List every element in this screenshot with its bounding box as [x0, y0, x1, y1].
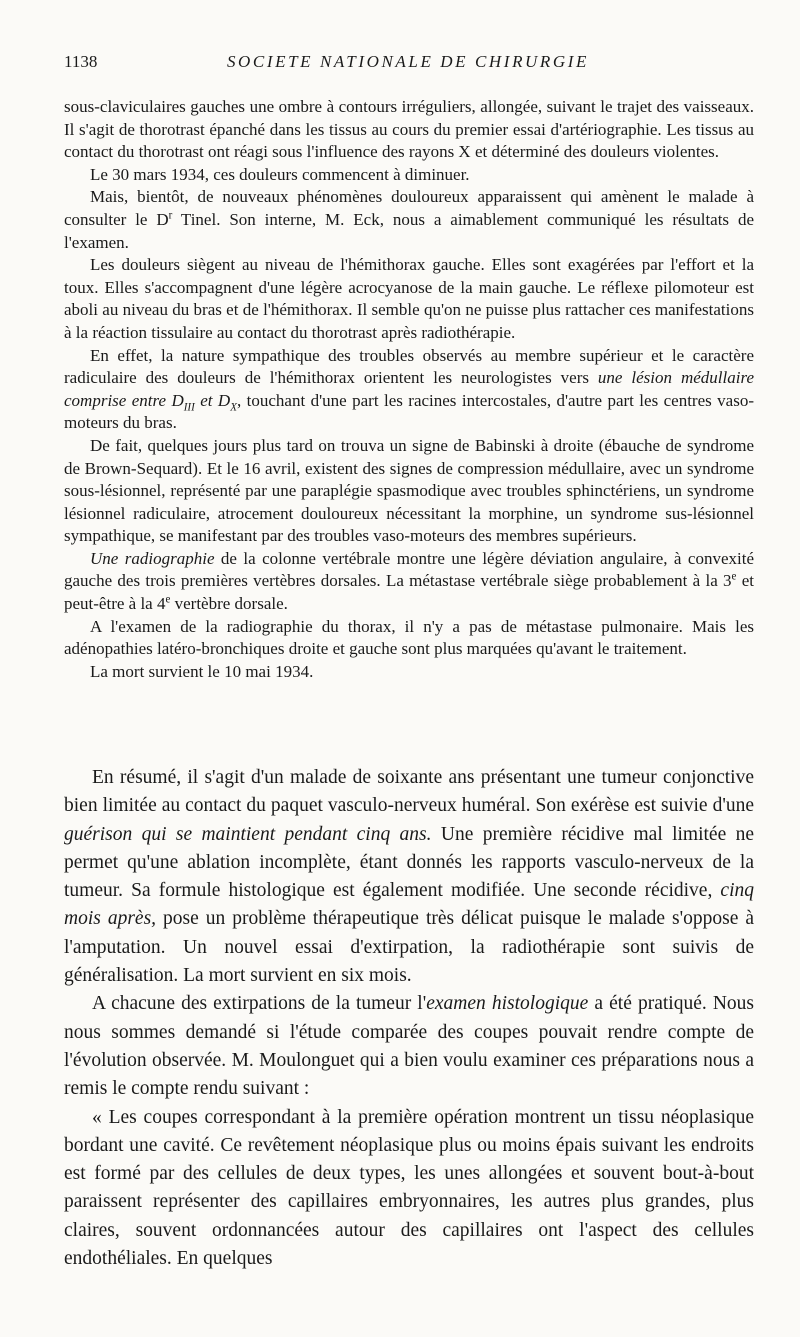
summary-section — [64, 764, 754, 1273]
page-header — [64, 52, 752, 76]
paragraph: Les douleurs siègent au niveau de l'hémithorax gauche. Elles sont exagérées par l'effort et la toux. Elles s'accompagnent d'une légère acrocyanose de la main gauche. Le réflexe pilomoteur est aboli au niveau du bras et de l'hémithorax. Il semble qu'on ne puisse plus rattacher ces manifestations à la réaction tissulaire au contact du thorotrast après radiothérapie. — [64, 255, 754, 342]
running-title: SOCIETE NATIONALE DE CHIRURGIE — [226, 52, 590, 71]
paragraph: Une radiographie de la colonne vertébrale montre une légère déviation angulaire, à convexité gauche des trois premières vertèbres dorsales. La métastase vertébrale siège probablement à la 3e et peut-être à la 4e vertèbre dorsale. — [64, 548, 754, 614]
page-number: 1138 — [64, 52, 98, 71]
paragraph: Le 30 mars 1934, ces douleurs commencent à diminuer. — [90, 164, 470, 184]
paragraph: La mort survient le 10 mai 1934. — [90, 661, 314, 681]
paragraph: A l'examen de la radiographie du thorax, il n'y a pas de métastase pulmonaire. Mais les adénopathies latéro-bronchiques droite et gauche sont plus marquées qu'avant le traitement. — [64, 616, 754, 659]
paragraph: En résumé, il s'agit d'un malade de soixante ans présentant une tumeur conjonctive bien limitée au contact du paquet vasculo-nerveux huméral. Son exérèse est suivie d'une guérison qui se maintient pendant cinq ans. Une première récidive mal limitée ne permet qu'une ablation incomplète, étant donnés les rapports vasculo-nerveux de la tumeur. Sa formule histologique est également modifiée. Une seconde récidive, cinq mois après, pose un problème thérapeutique très délicat puisque le malade s'oppose à l'amputation. Un nouvel essai d'extirpation, la radiothérapie sont suivis de généralisation. La mort survient en six mois. — [64, 767, 754, 987]
paragraph: sous-claviculaires gauches une ombre à contours irréguliers, allongée, suivant le trajet des vaisseaux. Il s'agit de thorotrast épanché dans les tissus au cours du premier essai d'artériographie. Les tissus au contact du thorotrast ont réagi sous l'influence des rayons X et déterminé des douleurs violentes. — [64, 97, 754, 162]
paragraph: En effet, la nature sympathique des troubles observés au membre supérieur et le caractère radiculaire des douleurs de l'hémithorax orientent les neurologistes vers une lésion médullaire comprise entre $D_{III}$ et $D_X$, touchant d'une part les racines intercostales, d'autre part les centres vaso-moteurs du bras. — [64, 345, 755, 433]
case-report-section — [64, 96, 754, 683]
paragraph: A chacune des extirpations de la tumeur l'examen histologique a été pratiqué. Nous nous sommes demandé si l'étude comparée des coupes pouvait rendre compte de l'évolution observée. M. Moulonguet qui a bien voulu examiner ces préparations nous a remis le compte rendu suivant : — [64, 993, 754, 1100]
paragraph: Mais, bientôt, de nouveaux phénomènes douloureux apparaissent qui amènent le malade à consulter le $D^r$ Tinel. Son interne, M. Eck, nous a aimablement communiqué les résultats de l'examen. — [64, 187, 754, 252]
paragraph: De fait, quelques jours plus tard on trouva un signe de Babinski à droite (ébauche de syndrome de Brown-Sequard). Et le 16 avril, existent des signes de compression médullaire, avec un syndrome sous-lésionnel, représenté par une paraplégie spasmodique avec troubles sphinctériens, un syndrome lésionnel radiculaire, atrocement douloureux nécessitant la morphine, un syndrome sus-lésionnel sympathique, se manifestant par des troubles vaso-moteurs des membres supérieurs. — [64, 435, 754, 546]
paragraph: « Les coupes correspondant à la première opération montrent un tissu néoplasique bordant une cavité. Ce revêtement néoplasique plus ou moins épais suivant les endroits est formé par des cellules de deux types, les unes allongées et souvent bout-à-bout paraissent représenter des capillaires embryonnaires, les autres plus grandes, plus claires, souvent ordonnancées autour des capillaires ont l'aspect des cellules endothéliales. En quelques — [64, 1106, 754, 1270]
